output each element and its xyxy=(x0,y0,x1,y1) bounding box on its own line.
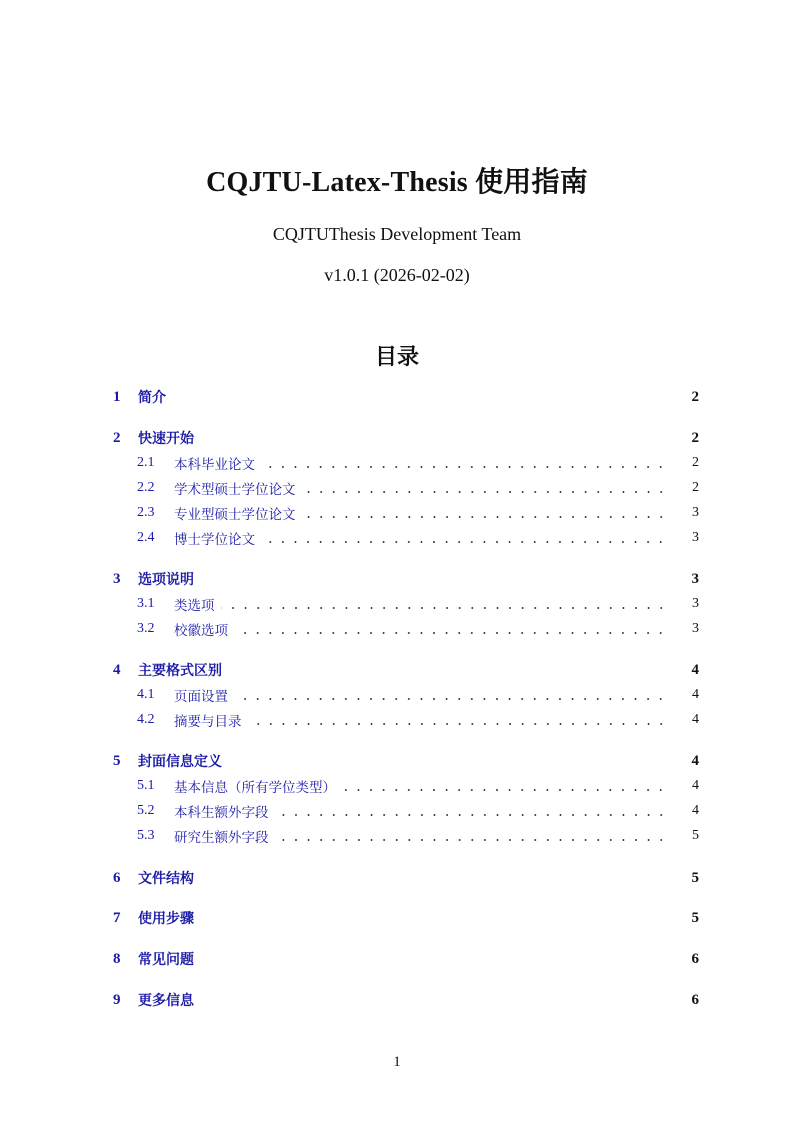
toc-subsection-4-1[interactable] xyxy=(137,685,699,705)
toc-section-8[interactable] xyxy=(113,949,699,969)
toc-subsection-number: 5.1 xyxy=(137,778,155,793)
toc-section-page: 5 xyxy=(691,869,699,886)
toc-section-9[interactable] xyxy=(113,990,699,1010)
toc-heading: 目录 xyxy=(374,344,419,370)
toc-subsection-2-3[interactable] xyxy=(137,503,699,523)
toc-section-number: 3 xyxy=(113,570,121,587)
dot-leader xyxy=(342,789,667,791)
toc-section-4[interactable] xyxy=(113,660,699,680)
dot-leader xyxy=(302,491,668,493)
toc-subsection-5-1[interactable] xyxy=(137,776,699,796)
toc-subsection-2-1[interactable] xyxy=(137,453,699,473)
toc-section-3[interactable] xyxy=(113,569,699,589)
toc-section-number: 6 xyxy=(113,869,121,886)
toc-section-page: 2 xyxy=(691,429,699,446)
toc-section-page: 6 xyxy=(691,991,699,1008)
toc-section-number: 4 xyxy=(113,661,121,678)
toc-subsection-number: 2.1 xyxy=(137,455,155,470)
toc-section-page: 4 xyxy=(691,661,699,678)
document-title: CQJTU-Latex-Thesis 使用指南 xyxy=(206,167,588,198)
toc-subsection-label[interactable]: 类选项 xyxy=(174,598,215,614)
toc-section-number: 7 xyxy=(113,909,121,926)
toc-section-1[interactable] xyxy=(113,387,699,407)
toc-subsection-page: 2 xyxy=(692,480,699,495)
dot-leader xyxy=(261,466,667,468)
dot-leader xyxy=(234,632,667,634)
toc-section-label[interactable]: 简介 xyxy=(138,390,166,406)
toc-section-page: 5 xyxy=(691,909,699,926)
toc-subsection-label[interactable]: 本科毕业论文 xyxy=(174,457,255,473)
toc-section-number: 9 xyxy=(113,991,121,1008)
dot-leader xyxy=(234,698,667,700)
toc-subsection-number: 4.2 xyxy=(137,712,155,727)
dot-leader xyxy=(275,839,668,841)
toc-subsection-number: 3.1 xyxy=(137,596,155,611)
toc-subsection-label[interactable]: 页面设置 xyxy=(174,689,228,705)
toc-subsection-number: 4.1 xyxy=(137,687,155,702)
toc-section-label[interactable]: 主要格式区别 xyxy=(138,663,222,679)
toc-section-number: 1 xyxy=(113,388,121,405)
toc-section-label[interactable]: 快速开始 xyxy=(138,431,194,447)
toc-section-label[interactable]: 封面信息定义 xyxy=(138,754,222,770)
toc-section-number: 8 xyxy=(113,950,121,967)
toc-section-7[interactable] xyxy=(113,908,699,928)
toc-section-6[interactable] xyxy=(113,868,699,888)
toc-subsection-label[interactable]: 本科生额外字段 xyxy=(174,805,269,821)
toc-subsection-4-2[interactable] xyxy=(137,710,699,730)
toc-section-page: 6 xyxy=(691,950,699,967)
toc-subsection-label[interactable]: 基本信息（所有学位类型） xyxy=(174,780,336,796)
toc-subsection-5-2[interactable] xyxy=(137,801,699,821)
dot-leader xyxy=(275,814,668,816)
toc-subsection-page: 5 xyxy=(692,828,699,843)
toc-subsection-label[interactable]: 校徽选项 xyxy=(174,623,228,639)
toc-section-label[interactable]: 选项说明 xyxy=(138,572,194,588)
toc-section-number: 2 xyxy=(113,429,121,446)
toc-subsection-label[interactable]: 博士学位论文 xyxy=(174,532,255,548)
toc-section-2[interactable] xyxy=(113,428,699,448)
toc-subsection-label[interactable]: 专业型硕士学位论文 xyxy=(174,507,296,523)
toc-section-page: 3 xyxy=(691,570,699,587)
toc-subsection-number: 3.2 xyxy=(137,621,155,636)
toc-section-label[interactable]: 常见问题 xyxy=(138,952,194,968)
toc-section-label[interactable]: 使用步骤 xyxy=(138,911,194,927)
toc-subsection-page: 3 xyxy=(692,530,699,545)
toc-subsection-5-3[interactable] xyxy=(137,826,699,846)
toc-subsection-number: 2.3 xyxy=(137,505,155,520)
toc-subsection-number: 2.4 xyxy=(137,530,155,545)
toc-subsection-2-2[interactable] xyxy=(137,478,699,498)
toc-subsection-label[interactable]: 摘要与目录 xyxy=(174,714,242,730)
toc-subsection-page: 2 xyxy=(692,455,699,470)
toc-subsection-label[interactable]: 研究生额外字段 xyxy=(174,830,269,846)
toc-subsection-3-2[interactable] xyxy=(137,619,699,639)
toc-subsection-page: 4 xyxy=(692,803,699,818)
toc-section-label[interactable]: 更多信息 xyxy=(138,993,194,1009)
toc-section-page: 2 xyxy=(691,388,699,405)
toc-subsection-page: 4 xyxy=(692,687,699,702)
toc-subsection-2-4[interactable] xyxy=(137,528,699,548)
toc-subsection-page: 3 xyxy=(692,621,699,636)
toc-subsection-number: 5.2 xyxy=(137,803,155,818)
page-number: 1 xyxy=(393,1054,401,1070)
dot-leader xyxy=(248,723,668,725)
toc-subsection-page: 3 xyxy=(692,596,699,611)
toc-subsection-number: 2.2 xyxy=(137,480,155,495)
document-author: CQJTUThesis Development Team xyxy=(272,224,522,244)
toc-section-number: 5 xyxy=(113,752,121,769)
toc-subsection-page: 3 xyxy=(692,505,699,520)
document-version: v1.0.1 (2026-02-02) xyxy=(324,265,470,285)
dot-leader xyxy=(221,607,668,609)
toc-subsection-page: 4 xyxy=(692,778,699,793)
toc-subsection-label[interactable]: 学术型硕士学位论文 xyxy=(174,482,296,498)
toc-section-label[interactable]: 文件结构 xyxy=(138,871,194,887)
dot-leader xyxy=(261,541,667,543)
toc-subsection-number: 5.3 xyxy=(137,828,155,843)
toc-section-page: 4 xyxy=(691,752,699,769)
toc-subsection-page: 4 xyxy=(692,712,699,727)
toc-section-5[interactable] xyxy=(113,751,699,771)
toc-subsection-3-1[interactable] xyxy=(137,594,699,614)
dot-leader xyxy=(302,516,668,518)
